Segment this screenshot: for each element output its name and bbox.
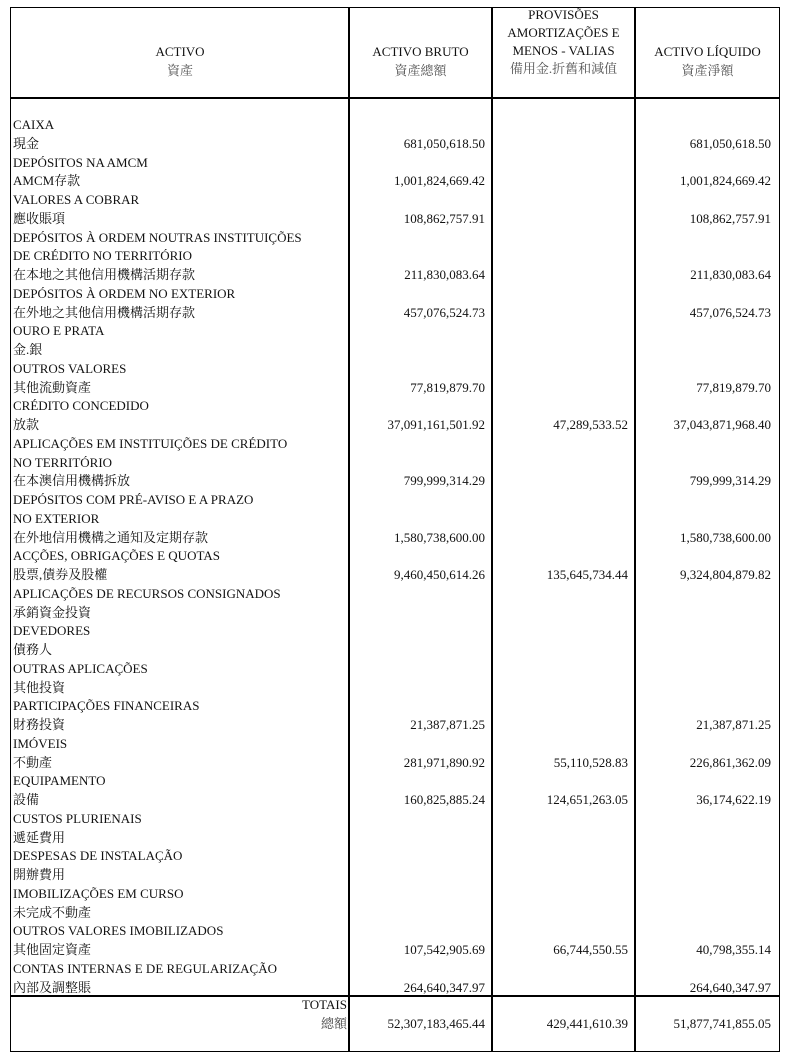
row-label-zh: 遞延費用 (13, 829, 66, 845)
row-value-bruto: 77,819,879.70 (410, 379, 485, 395)
row-label-pt: NO TERRITÓRIO (13, 454, 113, 470)
header-liquido (636, 42, 779, 80)
row-label-zh: 其他投資 (13, 679, 66, 695)
row-label-pt: CUSTOS PLURIENAIS (13, 810, 142, 826)
header-activo-zh: 資產 (166, 63, 193, 78)
row-label-pt: DEPÓSITOS À ORDEM NOUTRAS INSTITUIÇÕES (13, 229, 302, 245)
row-value-bruto: 37,091,161,501.92 (387, 417, 485, 432)
row-label-pt: VALORES A COBRAR (13, 192, 140, 207)
row-label-pt: DEPÓSITOS NA AMCM (13, 154, 148, 170)
row-value-liquido: 40,798,355.14 (696, 942, 771, 957)
row-label-pt: PARTICIPAÇÕES FINANCEIRAS (13, 698, 200, 714)
row-label-zh: 其他流動資產 (13, 379, 92, 395)
row-label-pt: OUTRAS APLICAÇÕES (13, 660, 148, 676)
header-bruto (350, 42, 491, 80)
row-label-pt: DEPÓSITOS COM PRÉ-AVISO E A PRAZO (13, 492, 254, 507)
header-activo (12, 42, 348, 80)
header-bottom-rule (10, 97, 780, 99)
row-label-zh: 金.銀 (13, 342, 43, 357)
row-label-pt: APLICAÇÕES DE RECURSOS CONSIGNADOS (13, 585, 281, 601)
row-label-zh: 股票,債券及股權 (13, 567, 108, 582)
row-label-pt: IMÓVEIS (13, 735, 68, 751)
row-label-zh: 在外地信用機構之通知及定期存款 (13, 529, 209, 545)
row-label-zh: 現金 (13, 135, 40, 151)
row-value-liquido: 36,174,622.19 (696, 792, 771, 807)
row-label-zh: 在外地之其他信用機構活期存款 (13, 304, 196, 320)
row-label-zh: 應收賬項 (13, 210, 66, 226)
row-value-provisoes: 124,651,263.05 (546, 792, 628, 807)
header-provisoes-line1: PROVISÕES (528, 7, 599, 22)
header-provisoes-line3: MENOS - VALIAS (512, 43, 615, 58)
row-value-bruto: 1,001,824,669.42 (394, 173, 485, 189)
row-value-bruto: 799,999,314.29 (403, 473, 485, 489)
row-value-liquido: 681,050,618.50 (689, 135, 771, 151)
row-label-zh: 在本澳信用機構拆放 (13, 473, 131, 489)
row-label-pt: APLICAÇÕES EM INSTITUIÇÕES DE CRÉDITO (13, 435, 288, 451)
header-provisoes-zh: 備用金.折舊和減值 (509, 61, 618, 76)
row-value-liquido: 1,001,824,669.42 (680, 173, 771, 189)
row-label-pt: DE CRÉDITO NO TERRITÓRIO (13, 248, 192, 264)
row-value-liquido: 9,324,804,879.82 (680, 567, 771, 582)
row-value-provisoes: 47,289,533.52 (553, 417, 628, 432)
row-label-zh: 債務人 (13, 642, 53, 657)
row-label-zh: 放款 (13, 417, 40, 432)
totals-bruto: 52,307,183,465.44 (387, 1016, 485, 1031)
totals-label-pt: TOTAIS (302, 997, 347, 1012)
header-provisoes (493, 6, 634, 78)
row-value-provisoes: 135,645,734.44 (546, 567, 628, 582)
row-label-pt: DEPÓSITOS À ORDEM NO EXTERIOR (13, 285, 236, 301)
row-value-liquido: 37,043,871,968.40 (673, 417, 771, 432)
row-label-pt: ACÇÕES, OBRIGAÇÕES E QUOTAS (13, 548, 220, 564)
totals-provisoes: 429,441,610.39 (546, 1016, 628, 1031)
row-label-zh: 內部及調整賬 (13, 979, 92, 995)
header-activo-pt: ACTIVO (155, 44, 205, 59)
row-value-liquido: 77,819,879.70 (696, 379, 771, 395)
row-label-pt: OURO E PRATA (13, 323, 105, 339)
row-label-pt: IMOBILIZAÇÕES EM CURSO (13, 885, 184, 901)
row-value-bruto: 9,460,450,614.26 (394, 567, 485, 582)
row-label-zh: AMCM存款 (13, 173, 81, 189)
row-value-liquido: 108,862,757.91 (689, 210, 771, 226)
row-value-liquido: 1,580,738,600.00 (680, 529, 771, 545)
row-value-provisoes: 66,744,550.55 (553, 942, 628, 957)
row-value-bruto: 281,971,890.92 (403, 754, 485, 770)
row-label-pt: NO EXTERIOR (13, 510, 100, 526)
totals-label-zh: 總額 (320, 1016, 347, 1031)
row-label-pt: OUTROS VALORES (13, 360, 127, 376)
row-value-liquido: 211,830,083.64 (690, 267, 771, 282)
row-value-bruto: 681,050,618.50 (403, 135, 485, 151)
column-divider-provisoes (491, 7, 493, 1052)
header-provisoes-line2: AMORTIZAÇÕES E (507, 25, 620, 40)
row-value-bruto: 21,387,871.25 (410, 717, 485, 732)
row-value-liquido: 226,861,362.09 (689, 754, 771, 770)
header-liquido-pt: ACTIVO LÍQUIDO (654, 44, 761, 59)
row-label-zh: 未完成不動產 (13, 904, 92, 920)
row-label-zh: 財務投資 (13, 717, 66, 732)
header-bruto-pt: ACTIVO BRUTO (372, 44, 469, 59)
row-label-pt: OUTROS VALORES IMOBILIZADOS (13, 923, 224, 939)
header-liquido-zh: 資產淨額 (681, 63, 734, 78)
row-label-zh: 承銷資金投資 (13, 604, 92, 620)
row-value-bruto: 107,542,905.69 (403, 942, 485, 957)
row-value-bruto: 211,830,083.64 (404, 267, 485, 282)
row-label-zh: 開辦費用 (13, 867, 66, 882)
totals-label (12, 996, 347, 1036)
row-value-bruto: 264,640,347.97 (403, 979, 485, 995)
row-label-zh: 在本地之其他信用機構活期存款 (13, 267, 196, 282)
row-label-pt: DESPESAS DE INSTALAÇÃO (13, 848, 183, 864)
row-label-zh: 其他固定資產 (13, 942, 92, 957)
row-value-bruto: 160,825,885.24 (403, 792, 485, 807)
totals-liquido: 51,877,741,855.05 (673, 1016, 771, 1031)
row-label-pt: CONTAS INTERNAS E DE REGULARIZAÇÃO (13, 960, 278, 976)
row-value-provisoes: 55,110,528.83 (553, 754, 628, 770)
row-value-bruto: 108,862,757.91 (403, 210, 485, 226)
row-value-liquido: 457,076,524.73 (689, 304, 771, 320)
row-label-pt: CRÉDITO CONCEDIDO (13, 398, 149, 414)
row-label-zh: 設備 (13, 792, 40, 807)
row-label-pt: DEVEDORES (13, 623, 91, 639)
row-label-zh: 不動產 (13, 754, 53, 770)
row-value-liquido: 264,640,347.97 (689, 979, 771, 995)
row-label-pt: CAIXA (13, 117, 55, 132)
header-bruto-zh: 資產總額 (394, 63, 447, 78)
row-value-bruto: 1,580,738,600.00 (394, 529, 485, 545)
row-value-liquido: 21,387,871.25 (696, 717, 771, 732)
row-value-bruto: 457,076,524.73 (403, 304, 485, 320)
row-value-liquido: 799,999,314.29 (689, 473, 771, 489)
row-label-pt: EQUIPAMENTO (13, 773, 106, 789)
